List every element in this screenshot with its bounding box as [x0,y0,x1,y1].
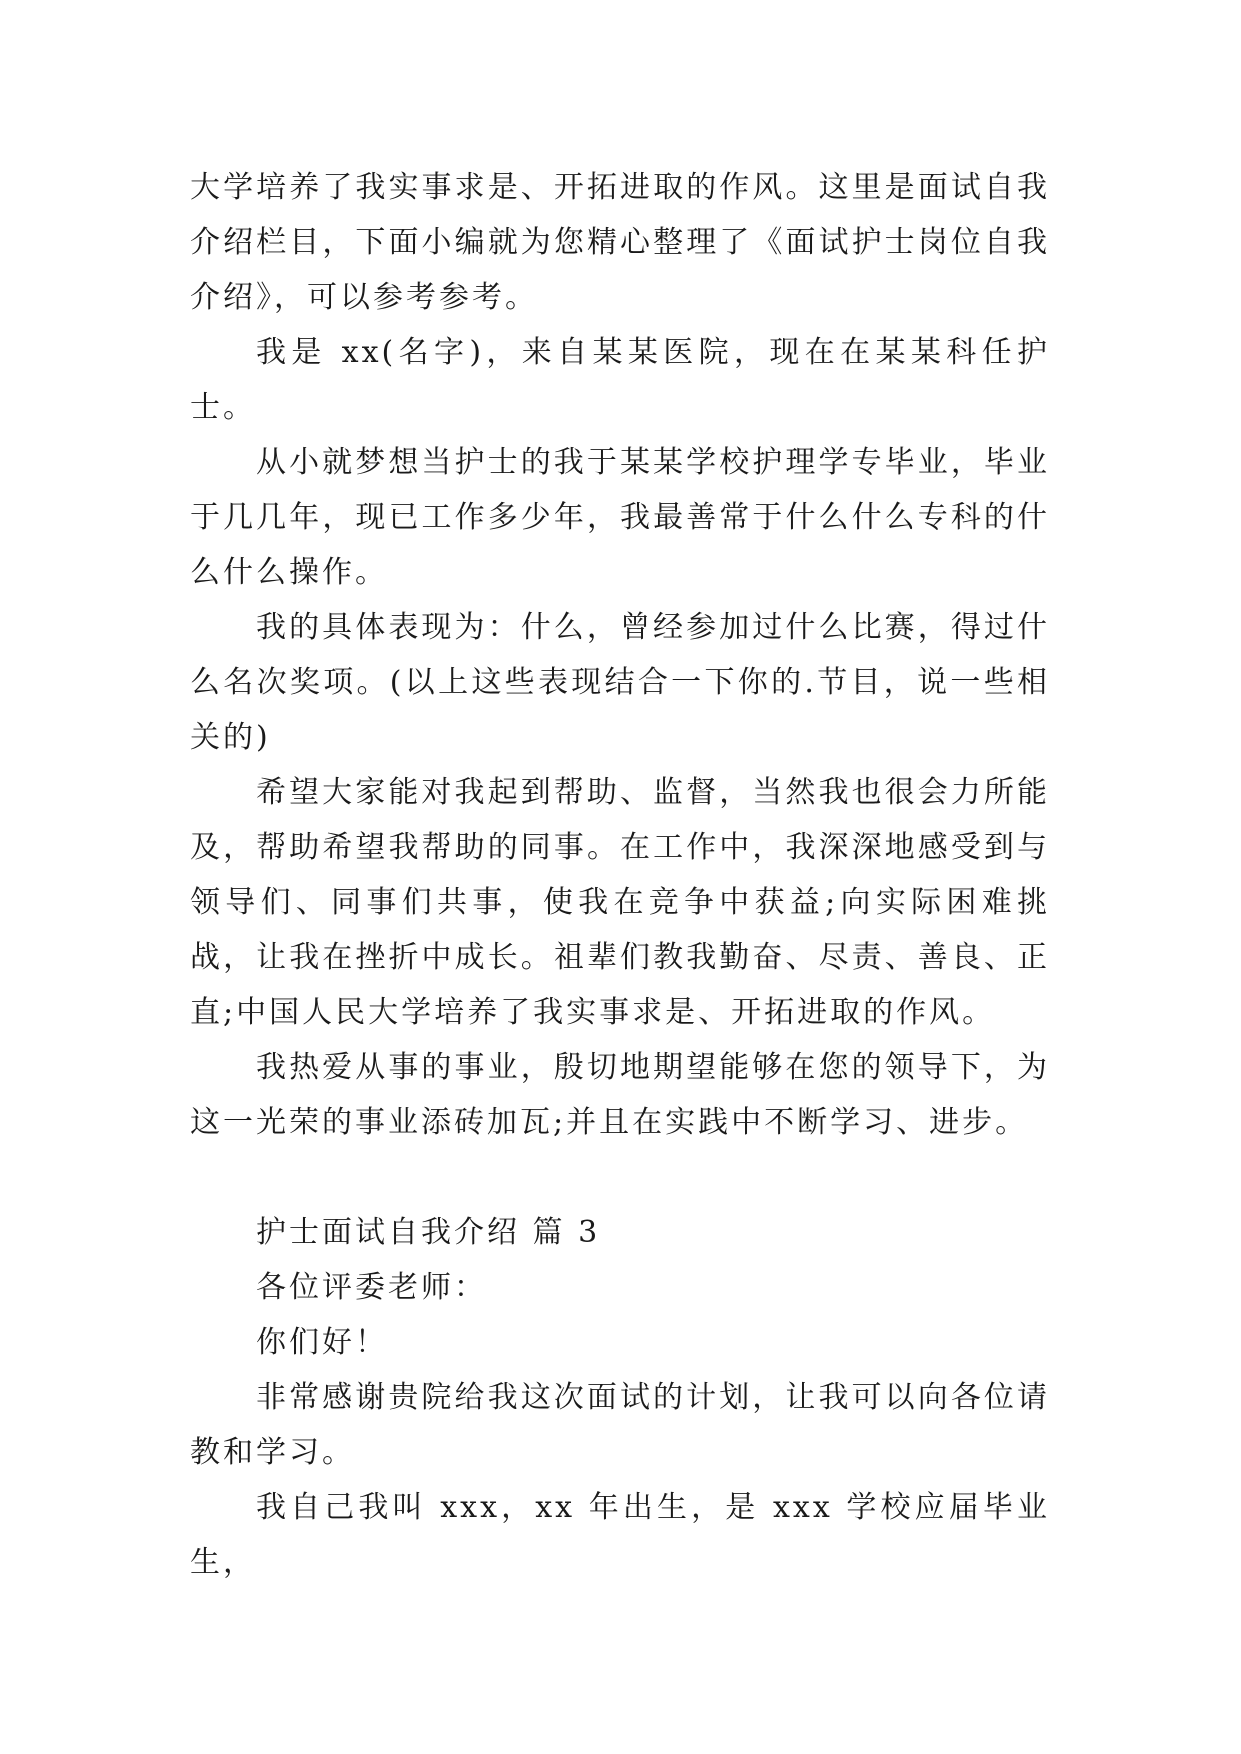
paragraph-education: 从小就梦想当护士的我于某某学校护理学专毕业，毕业于几几年，现已工作多少年，我最善常于什么什么专科的什么什么操作。 [190,445,1050,590]
paragraph-aspiration: 我热爱从事的事业，殷切地期望能够在您的领导下，为这一光荣的事业添砖加瓦;并且在实践中不断学习、进步。 [190,1050,1050,1140]
paragraph-continuation: 大学培养了我实事求是、开拓进取的作风。这里是面试自我介绍栏目，下面小编就为您精心整理了《面试护士岗位自我介绍》，可以参考参考。 [190,170,1050,315]
paragraph-name-intro: 我是 xx(名字)，来自某某医院，现在在某某科任护士。 [190,335,1050,425]
paragraph-performance: 我的具体表现为：什么，曾经参加过什么比赛，得过什么名次奖项。(以上这些表现结合一下你的.节目，说一些相关的) [190,610,1050,755]
salutation: 各位评委老师： [256,1270,487,1305]
paragraph-thanks: 非常感谢贵院给我这次面试的计划，让我可以向各位请教和学习。 [190,1380,1050,1470]
paragraph-self-intro: 我自己我叫 xxx，xx 年出生，是 xxx 学校应届毕业生， [190,1490,1050,1580]
paragraph-teamwork: 希望大家能对我起到帮助、监督，当然我也很会力所能及，帮助希望我帮助的同事。在工作中，我深深地感受到与领导们、同事们共事，使我在竞争中获益;向实际困难挑战，让我在挫折中成长。祖辈们教我勤奋、尽责、善良、正直;中国人民大学培养了我实事求是、开拓进取的作风。 [190,775,1050,1030]
section-title: 护士面试自我介绍 篇 3 [256,1215,601,1250]
section-spacer [190,1150,1050,1205]
document-body [190,160,1050,1590]
greeting: 你们好！ [256,1325,388,1360]
